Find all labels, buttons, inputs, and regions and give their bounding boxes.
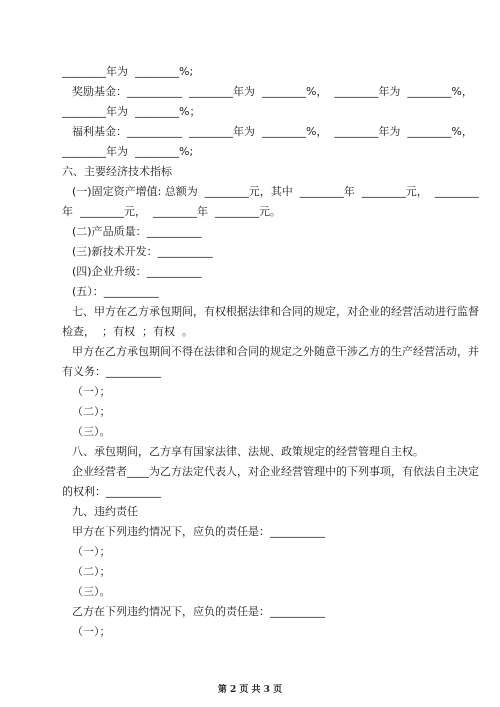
text-line-11: (四)企业升级：__________ [72,265,202,278]
page-number-footer: 第 2 页 共 3 页 [217,685,283,695]
text-line-24: 甲方在下列违约情况下，应负的责任是：__________ [72,525,325,538]
text-line-15: 甲方在乙方承包期间不得在法律和合同的规定之外随意干涉乙方的生产经营活动，并 [72,345,479,358]
text-line-28: 乙方在下列违约情况下，应负的责任是：__________ [72,605,325,618]
section-heading-6: 六、主要经济技术指标 [62,165,172,178]
text-line-9: (二)产品质量：__________ [72,225,202,238]
text-line-8: 年 ________元， ________年 ________元。 [62,205,281,218]
text-line-1: ________年为 ________%; [62,65,194,78]
text-line-21: 企业经营者____为乙方法定代表人，对企业经营管理中的下列事项，有依法自主决定 [72,465,479,478]
text-line-10: (三)新技术开发：__________ [72,245,213,258]
section-heading-9: 九、违约责任 [72,505,138,518]
text-line-4: 福利基金：__________ ________年为 ________%， ________年为 ________%， [72,125,473,138]
list-item-2: （二）； [72,405,111,418]
list-item-1: （一）； [72,385,111,398]
list-item-5: （二）； [72,565,111,578]
text-line-3: ________年为 ________%； [62,105,201,118]
section-heading-7: 七、甲方在乙方承包期间，有权根据法律和合同的规定，对企业的经营活动进行监督 [72,305,479,318]
section-heading-8: 八、承包期间，乙方享有国家法律、法规、政策规定的经营管理自主权。 [72,445,424,458]
text-line-7: (一)固定资产增值: 总额为 ________元，其中 ________年 ________元， ________ [72,185,479,198]
text-line-22: 的权利：__________ [62,485,161,498]
text-line-12: (五）：__________ [72,285,159,298]
text-line-14: 检查， ；有权 ；有权 。 [62,325,193,338]
list-item-3: （三）。 [72,425,111,438]
text-line-2: 奖励基金：__________ ________年为 ________%， ________年为 ________%， [72,85,473,98]
text-line-5: ________年为 ________%; [62,145,194,158]
list-item-4: （一）； [72,545,111,558]
list-item-7: （一）； [72,625,111,638]
list-item-6: （三）。 [72,585,111,598]
text-line-16: 有义务：__________ [62,365,161,378]
